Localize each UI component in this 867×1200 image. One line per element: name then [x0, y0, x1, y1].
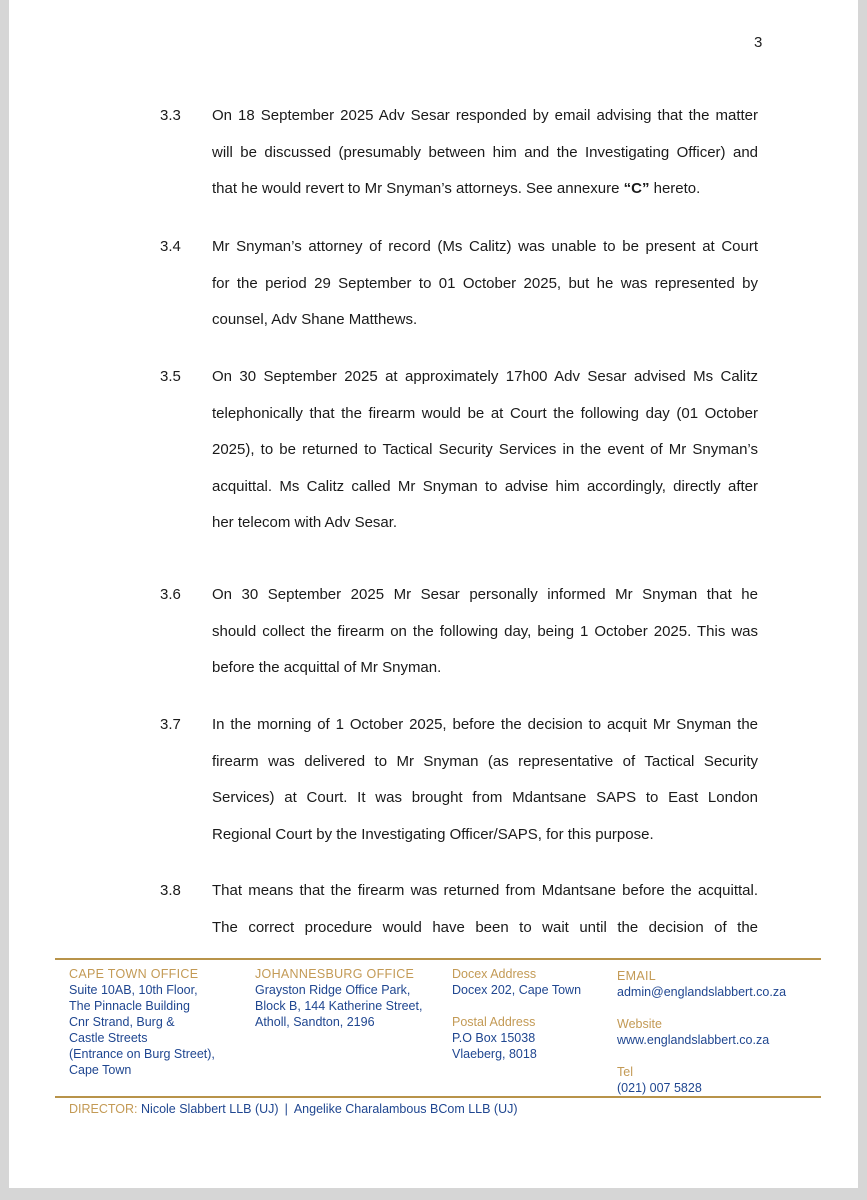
paragraph-line: That means that the firearm was returned from Mdantsane before the acquittal.	[212, 882, 758, 899]
tel-label: Tel	[617, 1065, 633, 1079]
address-line: Block B, 144 Katherine Street,	[255, 999, 423, 1013]
address-line: Castle Streets	[69, 1031, 148, 1045]
paragraph-line: 2025), to be returned to Tactical Security Services in the event of Mr Snyman’s	[212, 441, 758, 458]
paragraph-text: that he would revert to Mr Snyman’s attorneys. See annexure	[212, 180, 624, 197]
address-line: Grayston Ridge Office Park,	[255, 983, 411, 997]
paragraph-number: 3.7	[160, 716, 181, 733]
address-line: Atholl, Sandton, 2196	[255, 1015, 375, 1029]
paragraph-line: The correct procedure would have been to wait until the decision of the	[212, 918, 758, 936]
paragraph-number: 3.3	[160, 107, 181, 124]
directors-separator: |	[284, 1102, 288, 1116]
footer-cape-town-office	[69, 966, 254, 1078]
paragraph-line: On 18 September 2025 Adv Sesar responded by email advising that the matter	[212, 107, 758, 124]
postal-line: Vlaeberg, 8018	[452, 1047, 537, 1061]
cape-town-heading: CAPE TOWN OFFICE	[69, 967, 199, 981]
address-line: (Entrance on Burg Street),	[69, 1047, 215, 1061]
page-number: 3	[754, 34, 763, 51]
paragraph-number: 3.5	[160, 368, 181, 385]
footer-docex-postal	[452, 966, 612, 1062]
footer-top-rule	[55, 958, 821, 960]
paragraph-line: acquittal. Ms Calitz called Mr Snyman to advise him accordingly, directly after	[212, 477, 758, 495]
tel-value: (021) 007 5828	[617, 1081, 702, 1095]
paragraph-line: In the morning of 1 October 2025, before the decision to acquit Mr Snyman the	[212, 716, 758, 733]
address-line: Cnr Strand, Burg &	[69, 1015, 175, 1029]
email-link[interactable]: admin@englandslabbert.co.za	[617, 985, 787, 999]
footer-directors	[69, 1102, 518, 1116]
paragraph-line: telephonically that the firearm would be at Court the following day (01 October	[212, 404, 758, 422]
paragraph-line: firearm was delivered to Mr Snyman (as representative of Tactical Security	[212, 752, 758, 770]
paragraph-line: should collect the firearm on the following day, being 1 October 2025. This was	[212, 622, 758, 640]
paragraph-line: counsel, Adv Shane Matthews.	[212, 311, 418, 328]
address-line: The Pinnacle Building	[69, 999, 190, 1013]
postal-line: P.O Box 15038	[452, 1031, 536, 1045]
paragraph-line: Regional Court by the Investigating Officer/SAPS, for this purpose.	[212, 825, 654, 843]
paragraph-line	[212, 171, 758, 208]
paragraph-number: 3.6	[160, 586, 181, 603]
director-name: Angelike Charalambous BCom LLB (UJ)	[293, 1102, 518, 1116]
paragraph-number: 3.4	[160, 238, 181, 255]
email-label: EMAIL	[617, 969, 657, 983]
document-page	[9, 0, 858, 1188]
docex-label: Docex Address	[452, 967, 537, 981]
paragraph-line: will be discussed (presumably between him and the Investigating Officer) and	[212, 143, 758, 161]
website-label: Website	[617, 1017, 662, 1031]
paragraph-line: her telecom with Adv Sesar.	[212, 514, 398, 531]
paragraph-number: 3.8	[160, 882, 181, 899]
address-line: Suite 10AB, 10th Floor,	[69, 983, 198, 997]
paragraph-line: On 30 September 2025 at approximately 17h00 Adv Sesar advised Ms Calitz	[212, 368, 758, 385]
paragraph-line: On 30 September 2025 Mr Sesar personally informed Mr Snyman that he	[212, 586, 758, 603]
postal-label: Postal Address	[452, 1015, 536, 1029]
docex-value: Docex 202, Cape Town	[452, 983, 582, 997]
annexure-reference: “C”	[623, 180, 650, 197]
paragraph-line: Mr Snyman’s attorney of record (Ms Calitz) was unable to be present at Court	[212, 238, 758, 255]
footer-bottom-rule	[55, 1096, 821, 1098]
paragraph-line: Services) at Court. It was brought from Mdantsane SAPS to East London	[212, 789, 758, 806]
footer-johannesburg-office	[255, 966, 451, 1030]
address-line: Cape Town	[69, 1063, 132, 1077]
director-name: Nicole Slabbert LLB (UJ)	[141, 1102, 279, 1116]
paragraph-text: hereto.	[649, 180, 701, 197]
website-link[interactable]: www.englandslabbert.co.za	[617, 1033, 770, 1047]
paragraph-line: for the period 29 September to 01 October 2025, but he was represented by	[212, 274, 758, 292]
footer-contact	[617, 968, 817, 1096]
paragraph-line: before the acquittal of Mr Snyman.	[212, 659, 442, 676]
directors-label: DIRECTOR:	[69, 1102, 138, 1116]
johannesburg-heading: JOHANNESBURG OFFICE	[255, 967, 415, 981]
